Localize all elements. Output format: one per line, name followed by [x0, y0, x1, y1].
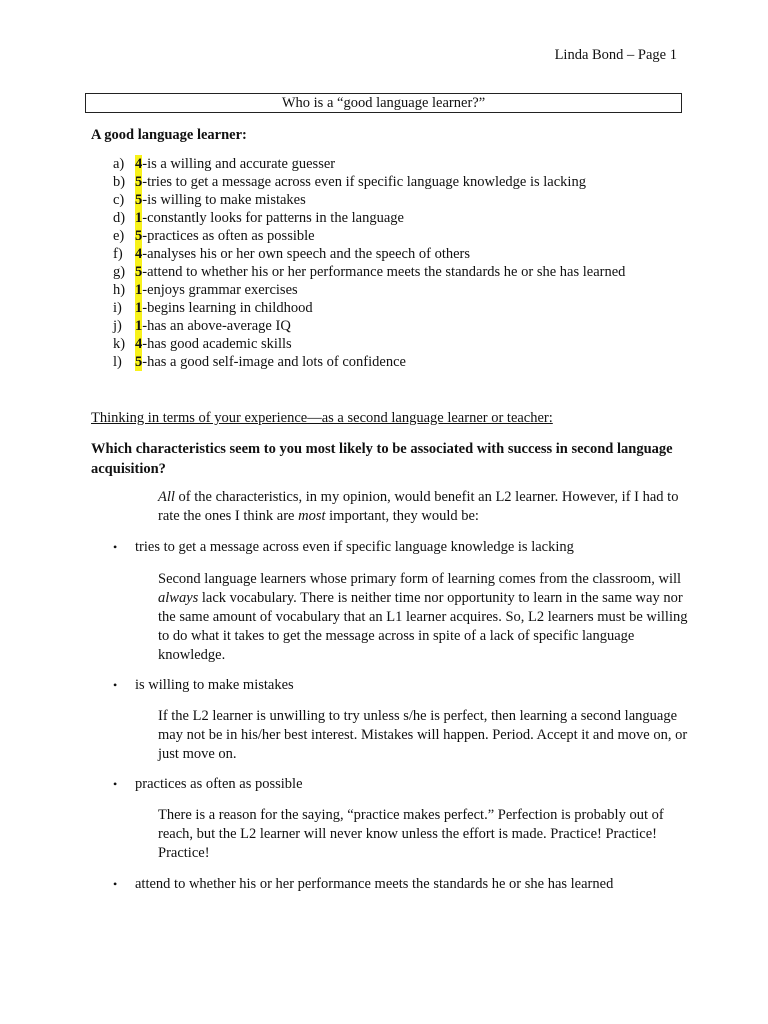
list-text: -attend to whether his or her performance meets the standards he or she has learned — [142, 264, 626, 280]
rating-highlight: 1 — [135, 318, 143, 334]
bullet-item — [113, 539, 574, 556]
list-item — [113, 227, 625, 245]
list-text: -is a willing and accurate guesser — [142, 156, 336, 172]
title-text: Who is a “good language learner?” — [281, 94, 486, 111]
rating-highlight: 5 — [135, 354, 143, 370]
list-text: -analyses his or her own speech and the speech of others — [142, 246, 471, 262]
list-item — [113, 155, 625, 173]
list-text: -begins learning in childhood — [142, 300, 313, 316]
bullet-paragraph: If the L2 learner is unwilling to try unless s/he is perfect, then learning a second language may not be in his/her best interest. Mistakes will happen. Period. Accept it and move on, or just move on. — [158, 708, 688, 762]
list-letter: a) — [113, 156, 125, 172]
intro-text-2: important, they would be: — [325, 508, 479, 524]
question-heading: Which characteristics seem to you most likely to be associated with success in second language acquisition? — [91, 441, 673, 477]
rating-highlight: 5 — [135, 174, 143, 190]
list-text: -has a good self-image and lots of confidence — [142, 354, 406, 370]
bullet-label: is willing to make mistakes — [135, 677, 294, 693]
para-emphasis: always — [158, 590, 199, 606]
list-letter: e) — [113, 228, 125, 244]
rating-highlight: 5 — [135, 228, 143, 244]
bullet-icon: • — [113, 540, 118, 554]
list-letter: i) — [113, 300, 122, 316]
rating-highlight: 1 — [135, 300, 143, 316]
bullet-item — [113, 876, 613, 893]
list-item — [113, 209, 625, 227]
list-letter: f) — [113, 246, 123, 262]
list-letter: j) — [113, 318, 122, 334]
list-letter: l) — [113, 354, 122, 370]
bullet-icon: • — [113, 777, 118, 791]
list-text: -is willing to make mistakes — [142, 192, 306, 208]
bullet-label: practices as often as possible — [135, 776, 303, 792]
thinking-line: Thinking in terms of your experience—as a second language learner or teacher: — [91, 410, 553, 426]
list-item — [113, 317, 625, 335]
intro-paragraph — [158, 488, 688, 526]
intro-emphasis-most: most — [298, 508, 326, 524]
list-item — [113, 281, 625, 299]
page-header: Linda Bond – Page 1 — [554, 47, 677, 63]
list-text: -practices as often as possible — [142, 228, 315, 244]
list-item — [113, 263, 625, 281]
list-item — [113, 191, 625, 209]
list-text: -tries to get a message across even if specific language knowledge is lacking — [142, 174, 586, 190]
list-item — [113, 353, 625, 371]
list-text: -enjoys grammar exercises — [142, 282, 298, 298]
list-text: -has good academic skills — [142, 336, 292, 352]
para-text: Second language learners whose primary form of learning comes from the classroom, will — [158, 571, 682, 587]
rating-highlight: 4 — [135, 336, 143, 352]
subheading: A good language learner: — [91, 127, 247, 143]
rating-highlight: 4 — [135, 246, 143, 262]
list-letter: c) — [113, 192, 125, 208]
bullet-icon: • — [113, 877, 118, 891]
bullet-paragraph: There is a reason for the saying, “practice makes perfect.” Perfection is probably out of reach, but the L2 learner will never know unless the effort is made. Practice! Practice! Practice! — [158, 807, 664, 861]
rating-highlight: 4 — [135, 156, 143, 172]
list-item — [113, 245, 625, 263]
bullet-item — [113, 677, 294, 694]
bullet-label: tries to get a message across even if specific language knowledge is lacking — [135, 539, 574, 555]
rating-highlight: 5 — [135, 192, 143, 208]
rating-highlight: 5 — [135, 264, 143, 280]
characteristics-list — [113, 155, 625, 371]
list-item — [113, 299, 625, 317]
list-letter: b) — [113, 174, 126, 190]
list-text: -constantly looks for patterns in the language — [142, 210, 404, 226]
list-letter: k) — [113, 336, 126, 352]
list-item — [113, 173, 625, 191]
bullet-icon: • — [113, 678, 118, 692]
bullet-paragraph — [158, 570, 688, 665]
list-letter: g) — [113, 264, 126, 280]
rating-highlight: 1 — [135, 282, 143, 298]
list-item — [113, 335, 625, 353]
list-text: -has an above-average IQ — [142, 318, 291, 334]
list-letter: h) — [113, 282, 126, 298]
bullet-label: attend to whether his or her performance meets the standards he or she has learned — [135, 876, 614, 892]
title-box — [85, 93, 682, 113]
intro-emphasis-all: All — [158, 489, 175, 505]
para-text: lack vocabulary. There is neither time nor opportunity to learn in the same way nor the same amount of vocabulary that an L1 learner acquires. So, L2 learners must be willing to do what it takes to get the message across in spite of a lack of specific language knowledge. — [158, 590, 688, 663]
list-letter: d) — [113, 210, 126, 226]
rating-highlight: 1 — [135, 210, 143, 226]
bullet-item — [113, 776, 303, 793]
intro-text-1: of the characteristics, in my opinion, would benefit an L2 learner. However, if I had to rate the ones I think are — [158, 489, 679, 524]
